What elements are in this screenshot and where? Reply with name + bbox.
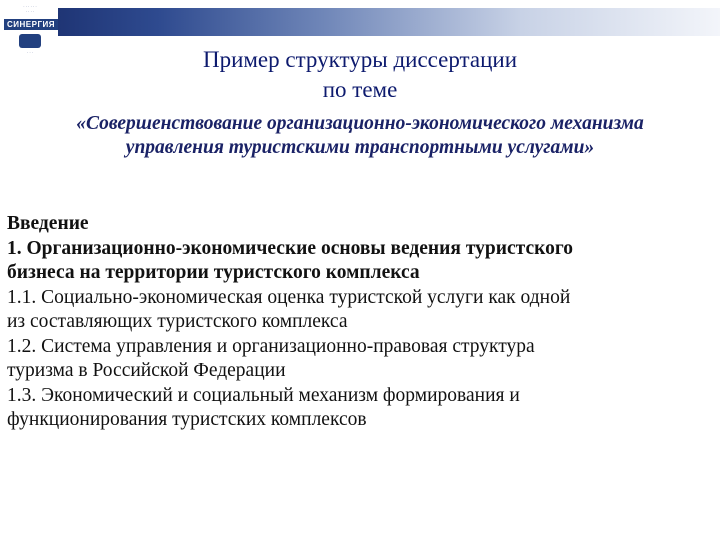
logo-seal-text-top: · · · · · · · · · · — [23, 4, 37, 14]
toc-chapter-1-line-1: 1. Организационно-экономические основы ведения туристского — [7, 237, 573, 259]
toc-chapter-1-line-2: бизнеса на территории туристского комплекса — [7, 262, 420, 283]
logo-emblem-icon — [19, 34, 41, 48]
synergy-logo — [4, 4, 56, 56]
logo-brand: СИНЕРГИЯ — [4, 19, 58, 30]
thesis-topic — [6, 112, 714, 160]
topic-line-2: управления туристскими транспортными услугами» — [125, 137, 595, 158]
toc-section-1-1-line-2: из составляющих туристского комплекса — [7, 311, 348, 332]
toc-section-1-2-line-1: 1.2. Система управления и организационно-правовая структура — [7, 335, 535, 357]
table-of-contents — [7, 212, 715, 433]
header-gradient-bar — [58, 8, 720, 36]
toc-introduction: Введение — [7, 213, 89, 234]
page-title — [60, 45, 660, 105]
toc-section-1-3-line-1: 1.3. Экономический и социальный механизм формирования и — [7, 384, 520, 406]
toc-section-1-2-line-2: туризма в Российской Федерации — [7, 360, 286, 381]
title-line-1: Пример структуры диссертации — [202, 47, 518, 72]
topic-line-1: «Совершенствование организационно-экономического механизма — [76, 113, 644, 134]
toc-section-1-3-line-2: функционирования туристских комплексов — [7, 409, 367, 430]
toc-section-1-1-line-1: 1.1. Социально-экономическая оценка туристской услуги как одной — [7, 286, 571, 308]
logo-seal-text-bottom: · · · — [26, 50, 34, 55]
title-line-2: по теме — [322, 77, 398, 102]
